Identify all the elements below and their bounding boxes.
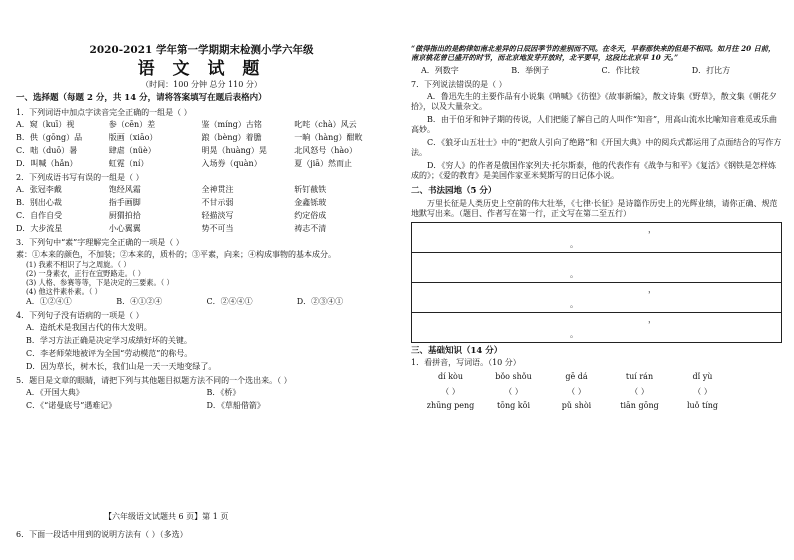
pinyin-question-stem: 1．看拼音，写词语。（10 分） xyxy=(411,358,521,368)
q1-option-row: D．叫喊（hǎn） 虹霓（ní） 入场券（quàn） 夏（jiā）然而止 xyxy=(16,159,353,168)
calligraphy-instructions: 万里长征是人类历史上空前的伟大壮举，《七律·长征》是诗篇作历史上的光辉业绩，请你正确、规范地默写出来。（题目、作者写在第一行，正文写在第二至五行） xyxy=(411,198,778,218)
q3-item: (2) 一身素衣，正行在宜野路走。（ ） xyxy=(26,269,145,278)
question-6-stem: 6．下面一段话中用到的说明方法有（ ）（多选） xyxy=(16,530,188,539)
question-1-options xyxy=(16,120,387,169)
section-1-heading: 一、选择题（每题 2 分，共 14 分，请将答案填写在题后表格内） xyxy=(16,93,267,104)
q6-quote: “做得指出的是韵律如南北差异的日辰因季节的差别而不同。在冬天，早春那快来的但是不相同。如月往 20 日前，南京桃花曾已盛开的时节，而北京地发芽开放时，北平要早，这段比北京早 10 天。” xyxy=(411,44,776,62)
writing-line[interactable]: ， 。 xyxy=(412,223,781,253)
answer-bracket-row[interactable] xyxy=(419,387,782,397)
writing-line[interactable]: 。 xyxy=(412,253,781,283)
question-1-stem: 1．下列词语中加点字读音完全正确的一组是（ ） xyxy=(16,108,192,117)
question-4-stem: 4．下列句子没有语病的一项是（ ） xyxy=(16,311,144,320)
q2-option-row: C．自作自受 厨猬拍拾 轻描淡写 约定俗成 xyxy=(16,211,327,220)
right-page xyxy=(397,0,794,560)
pinyin-row: zhūng peng tōng kōi pǔ shòi tiān gōng luǒ tíng xyxy=(426,401,719,411)
q1-option-row: B．供（gōng）品 版画（xiāo） 踉（bèng）着膽 一晌（hàng）酣畋 xyxy=(16,133,363,142)
question-7-stem: 7．下列说法错误的是（ ） xyxy=(411,80,507,89)
question-3-options: A．①②④① B．④①②④ C．②④④① D．②③④① xyxy=(26,297,344,306)
pinyin-row: dí kòu bǒo shǒu gē dá tuí rán dǐ yù xyxy=(437,372,713,382)
question-2-stem: 2．下列成语书写有误的一组是（ ） xyxy=(16,173,144,182)
q1-option-row: C．咄（duō）暑 肆虐（nüè） 明晃（huàng）晃 北风怒号（hào） xyxy=(16,146,357,155)
answer-blank[interactable]: （ ） xyxy=(630,387,649,397)
writing-line[interactable]: ， 。 xyxy=(570,314,656,339)
q4-option: C．李老师荣地被评为全国“劳动模范”的称号。 xyxy=(26,349,193,358)
answer-blank[interactable]: （ ） xyxy=(504,387,523,397)
question-5-stem: 5．题目是文章的眼睛，请把下列与其他题目拟题方法不同的一个选出来。（ ） xyxy=(16,376,292,385)
q4-option: B．学习方法正确是决定学习成绩好坏的关键。 xyxy=(26,336,192,345)
answer-blank[interactable]: （ ） xyxy=(441,387,460,397)
q7-option: B．由于伯牙和钟子期的传说，人们把能了解自己的人叫作“知音”，用高山流水比喻知音难觅或乐曲高妙。 xyxy=(411,115,778,134)
section-2-heading: 二、书法园地（5 分） xyxy=(411,186,497,196)
q4-option: A．造纸术是我国古代的伟大发明。 xyxy=(26,323,152,332)
q3-item: (1) 我素不相识了与之周旋。（ ） xyxy=(26,260,131,269)
writing-box[interactable] xyxy=(411,222,782,343)
q3-item: (3) 人格、参赛等等，下是决定的三要素。（ ） xyxy=(26,278,174,287)
q3-item: (4) 他这件素朴素。（ ） xyxy=(26,287,102,296)
q1-option-row: A．窥（kuī）视 参（cēn）差 鉴（míng）古铭 叱咤（chà）风云 xyxy=(16,120,357,129)
q7-option: C．《狼牙山五壮士》中的“把敌人引向了绝路”和《开国大典》中的阅兵式都运用了点面结合的写作方法。 xyxy=(411,138,782,157)
answer-blank[interactable]: （ ） xyxy=(567,387,586,397)
answer-blank[interactable]: （ ） xyxy=(693,387,712,397)
exam-subinfo: （时间：100 分钟 总分 110 分） xyxy=(141,80,262,90)
q2-option-row: A．张冠李戴 饱经风霜 全神贯注 斩钉截铁 xyxy=(16,185,327,194)
q7-option: D．《穷人》的作者是俄国作家列夫·托尔斯泰，他的代表作有《战争与和平》《复活》《钢铁是怎样炼成的》；《爱的教育》是美国作家亚米契斯写的日记体小说。 xyxy=(411,161,776,180)
q5-option-row: A．《开国大典》 B．《桥》 xyxy=(26,388,241,397)
question-6-options: A．列数字 B．举例子 C．作比较 D．打比方 xyxy=(421,66,731,75)
writing-line[interactable]: ， 。 xyxy=(412,283,781,313)
exam-title: 语 文 试 题 xyxy=(137,59,266,80)
q2-option-row: B．别出心裁 指手画脚 不甘示弱 金鑫铄玻 xyxy=(16,198,327,207)
page-footer: 【六年级语文试题共 6 页】第 1 页 xyxy=(104,512,229,521)
section-3-heading: 三、基础知识（14 分） xyxy=(411,345,503,356)
q5-option-row: C．《“诺曼底号”遇难记》 D．《草船借箭》 xyxy=(26,401,265,410)
q2-option-row: D．大步流星 小心翼翼 势不可当 祷志不清 xyxy=(16,224,327,233)
question-3-stem: 3．下列句中“素”字理解完全正确的一项是（ ） xyxy=(16,238,184,247)
question-3-definition: 素：①本来的颜色，不加装；②本来的，质朴的；③平素，向来；④构成事物的基本成分。 xyxy=(16,250,336,259)
q4-option: D．因为草长，树木长，我们山是一天一天地变绿了。 xyxy=(26,362,217,371)
exam-header: 2020-2021 学年第一学期期末检测小学六年级 xyxy=(89,44,314,56)
q7-option: A．鲁迅先生的主要作品有小说集《呐喊》《彷徨》《故事新编》，散文诗集《野草》，散文集《朝花夕拾》，以及大量杂文。 xyxy=(411,92,777,111)
question-2-options xyxy=(16,185,387,234)
